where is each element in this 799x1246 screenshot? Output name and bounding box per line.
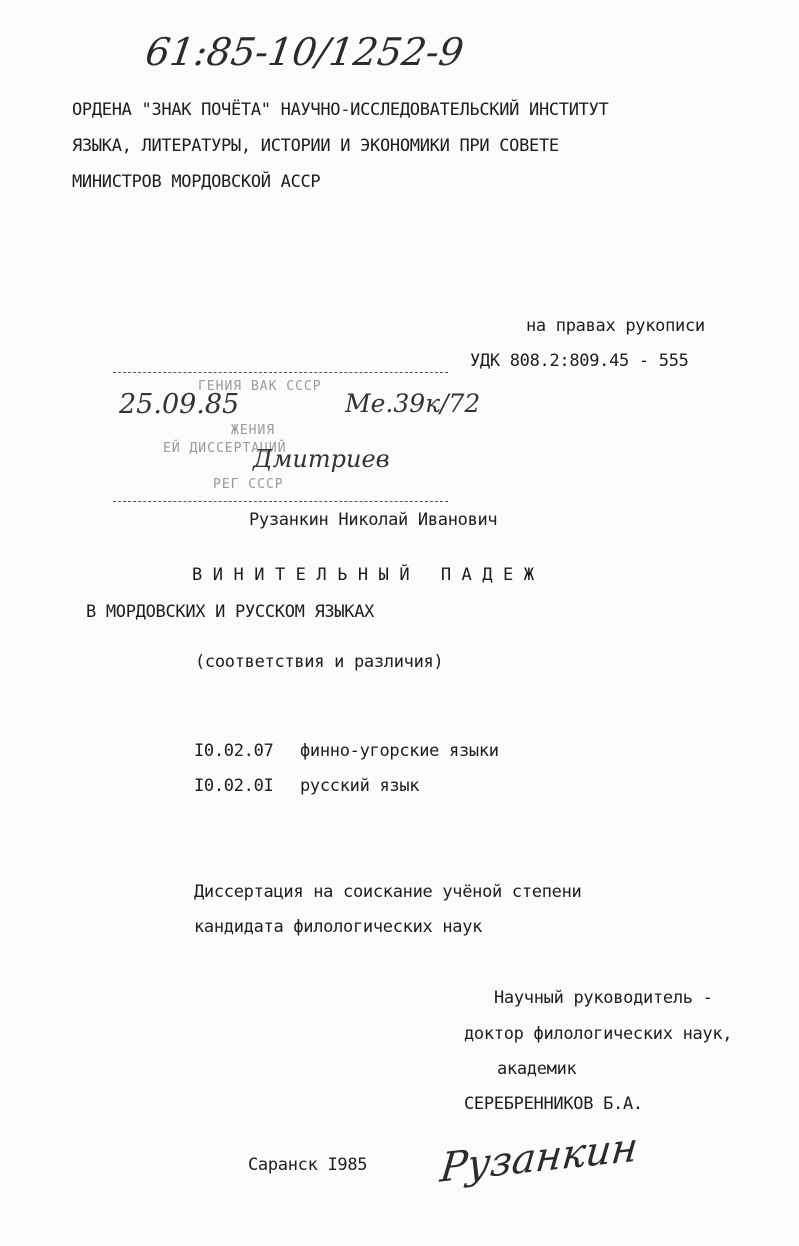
- place-year: Саранск I985: [248, 1155, 368, 1175]
- udc-code: УДК 808.2:809.45 - 555: [470, 351, 689, 371]
- supervisor-line-2: доктор филологических наук,: [464, 1024, 733, 1044]
- dissertation-line-1: Диссертация на соискание учёной степени: [194, 882, 582, 902]
- stamp-line-6: РЕГ СССР: [213, 477, 284, 492]
- stamp-signature: Дмитриев: [253, 445, 390, 473]
- stamp-line-4: ЕЙ ДИССЕРТАЦИЙ: [163, 441, 287, 456]
- rights-note: на правах рукописи: [526, 316, 705, 336]
- supervisor-line-3: академик: [497, 1059, 577, 1079]
- author-signature: Рузанкин: [438, 1124, 641, 1192]
- supervisor-line-4: СЕРЕБРЕННИКОВ Б.А.: [464, 1094, 643, 1114]
- specialty-code-1: I0.02.07: [194, 741, 274, 761]
- author-name: Рузанкин Николай Иванович: [249, 510, 498, 530]
- specialty-name-1: финно-угорские языки: [300, 741, 499, 761]
- registration-stamp: [113, 372, 481, 502]
- subtitle: (соответствия и различия): [195, 652, 444, 672]
- title-line-2: В МОРДОВСКИХ И РУССКОМ ЯЗЫКАХ: [86, 602, 375, 622]
- institute-line-3: МИНИСТРОВ МОРДОВСКОЙ АССР: [72, 172, 321, 192]
- institute-line-1: ОРДЕНА "ЗНАК ПОЧЁТА" НАУЧНО-ИССЛЕДОВАТЕЛЬСКИЙ ИНСТИТУТ: [72, 100, 609, 120]
- stamp-line-3: ЖЕНИЯ: [231, 423, 276, 438]
- archive-number: 61:85-10/1252-9: [142, 30, 467, 74]
- institute-line-2: ЯЗЫКА, ЛИТЕРАТУРЫ, ИСТОРИИ И ЭКОНОМИКИ ПРИ СОВЕТЕ: [72, 136, 559, 156]
- stamp-date: 25.09.85: [119, 389, 240, 420]
- specialty-name-2: русский язык: [300, 776, 420, 796]
- stamp-registration-number: Ме.39к/72: [345, 389, 481, 418]
- specialty-code-2: I0.02.0I: [194, 776, 274, 796]
- dissertation-line-2: кандидата филологических наук: [194, 917, 483, 937]
- stamp-line-1: ГЕНИЯ ВАК СССР: [198, 379, 322, 394]
- title-line-1: ВИНИТЕЛЬНЫЙ ПАДЕЖ: [192, 565, 545, 585]
- supervisor-line-1: Научный руководитель -: [494, 988, 713, 1008]
